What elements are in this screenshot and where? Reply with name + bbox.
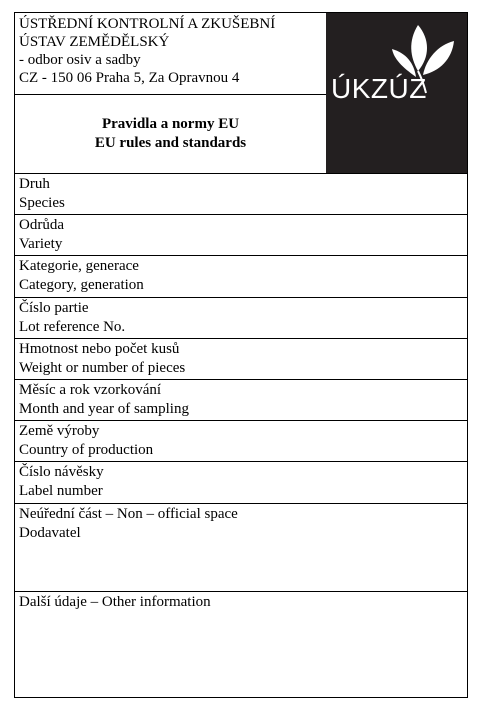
field-label-number (15, 461, 467, 502)
field-label-en: Weight or number of pieces (19, 359, 186, 376)
label-header (15, 13, 326, 173)
rules-heading-en: EU rules and standards (94, 135, 247, 151)
field-label-cz: Země výroby (19, 423, 100, 440)
field-category (15, 255, 467, 296)
field-label-cz: Kategorie, generace (19, 258, 139, 275)
field-label-cz: Odrůda (19, 217, 64, 234)
field-species (15, 173, 467, 214)
field-country (15, 420, 467, 461)
field-label-cz: Číslo návěsky (19, 464, 104, 481)
field-label-en: Country of production (19, 442, 154, 459)
field-label-cz: Další údaje – Other information (19, 593, 211, 610)
field-non-official-space (15, 503, 467, 591)
field-label-en: Month and year of sampling (19, 400, 189, 417)
label-fields (15, 173, 467, 696)
field-other-information (15, 591, 467, 696)
address-line-1: ÚSTŘEDNÍ KONTROLNÍ A ZKUŠEBNÍ (19, 16, 276, 32)
field-label-en: Category, generation (19, 277, 144, 294)
field-label-cz: Číslo partie (19, 299, 89, 316)
field-label-en: Dodavatel (19, 524, 81, 541)
field-label-en: Species (19, 195, 65, 211)
field-label-cz: Měsíc a rok vzorkování (19, 381, 162, 398)
field-label-cz: Hmotnost nebo počet kusů (19, 340, 180, 357)
ukzuz-logo (326, 13, 467, 173)
rules-heading-cz: Pravidla a normy EU (101, 116, 240, 132)
field-variety (15, 214, 467, 255)
rules-heading (15, 95, 326, 173)
field-label-en: Variety (19, 236, 63, 253)
field-lot-reference (15, 297, 467, 338)
field-label-en: Label number (19, 483, 103, 500)
field-label-cz: Druh (19, 176, 50, 192)
institution-address (15, 13, 326, 95)
address-line-2: ÚSTAV ZEMĚDĚLSKÝ (19, 34, 170, 50)
field-sampling-date (15, 379, 467, 420)
field-label-cz: Neúřední část – Non – official space (19, 505, 238, 522)
logo-text: ÚKZÚZ (331, 73, 427, 104)
field-label-en: Lot reference No. (19, 318, 126, 335)
field-weight (15, 338, 467, 379)
seed-label (14, 12, 468, 698)
address-line-4: CZ - 150 06 Praha 5, Za Opravnou 4 (19, 70, 240, 86)
address-line-3: - odbor osiv a sadby (19, 52, 141, 68)
